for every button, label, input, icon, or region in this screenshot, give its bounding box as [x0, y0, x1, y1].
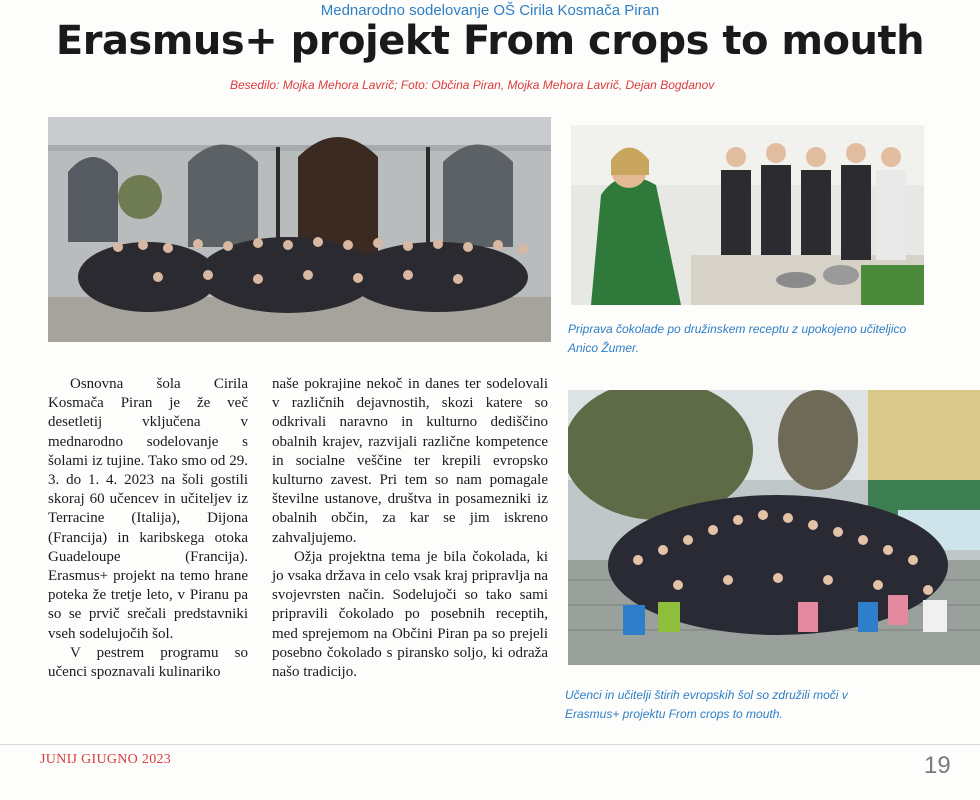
chocolate-photo-caption	[568, 320, 906, 358]
caption-line: Anico Žumer.	[568, 341, 639, 355]
page-title: Erasmus+ projekt From crops to mouth	[55, 18, 925, 64]
caption-line: Priprava čokolade po družinskem receptu z upokojeno učiteljico	[568, 322, 907, 336]
kitchen-illustration	[571, 125, 924, 305]
article-column-2	[272, 375, 548, 682]
article-column-1	[48, 375, 248, 682]
section-kicker: Mednarodno sodelovanje OŠ Cirila Kosmača Piran	[320, 2, 660, 19]
schoolyard-group-photo	[568, 390, 980, 665]
schoolyard-illustration	[568, 390, 980, 665]
group-photo-town-hall	[48, 117, 551, 342]
chocolate-preparation-photo	[571, 125, 924, 305]
schoolyard-photo-caption	[565, 686, 848, 724]
caption-line: Učenci in učitelji štirih evropskih šol so združili moči v	[565, 688, 848, 702]
town-hall-illustration	[48, 117, 551, 342]
page-number: 19	[924, 752, 951, 779]
caption-line: Erasmus+ projektu From crops to mouth.	[565, 707, 783, 721]
byline: Besedilo: Mojka Mehora Lavrič; Foto: Občina Piran, Mojka Mehora Lavrič, Dejan Bogdanov	[230, 78, 715, 92]
issue-label: JUNIJ GIUGNO 2023	[40, 752, 172, 767]
paragraph: V pestrem programu so učenci spoznavali kulinariko	[48, 644, 248, 681]
footer-divider	[0, 744, 980, 745]
paragraph: Ožja projektna tema je bila čokolada, ki jo vsaka država in celo vsak kraj pripravlja na svojevrsten način. Sodelujoči so tako sami pripravili čokolado po posebnih receptih, med sprejemom na Občini Piran pa so prejeli posebno čokolado s piransko soljo, ki odraža našo tradicijo.	[272, 548, 548, 681]
paragraph: naše pokrajine nekoč in danes ter sodelovali v različnih dejavnostih, skozi katere so odkrivali naravno in kulturno dediščino obalnih krajev, razvijali različne kompetence in socialne veščine ter krepili evropsko kulturno zavest. Pri tem so nam pomagale številne ustanove, društva in posamezniki iz obalnih občin, za kar se jim iskreno zahvaljujemo.	[272, 376, 548, 546]
paragraph: Osnovna šola Cirila Kosmača Piran je že več desetletij vključena v mednarodno sodelovanje s šolami iz tujine. Tako smo od 29. 3. do 1. 4. 2023 na šoli gostili skoraj 60 učencev in učiteljev iz Terracine (Italija), Dijona (Francija) in karibskega otoka Guadeloupe (Francija). Erasmus+ projekt na temo hrane poteka že tretje leto, v Piranu pa so se prvič srečali predstavniki vseh sodelujočih šol.	[48, 376, 248, 642]
